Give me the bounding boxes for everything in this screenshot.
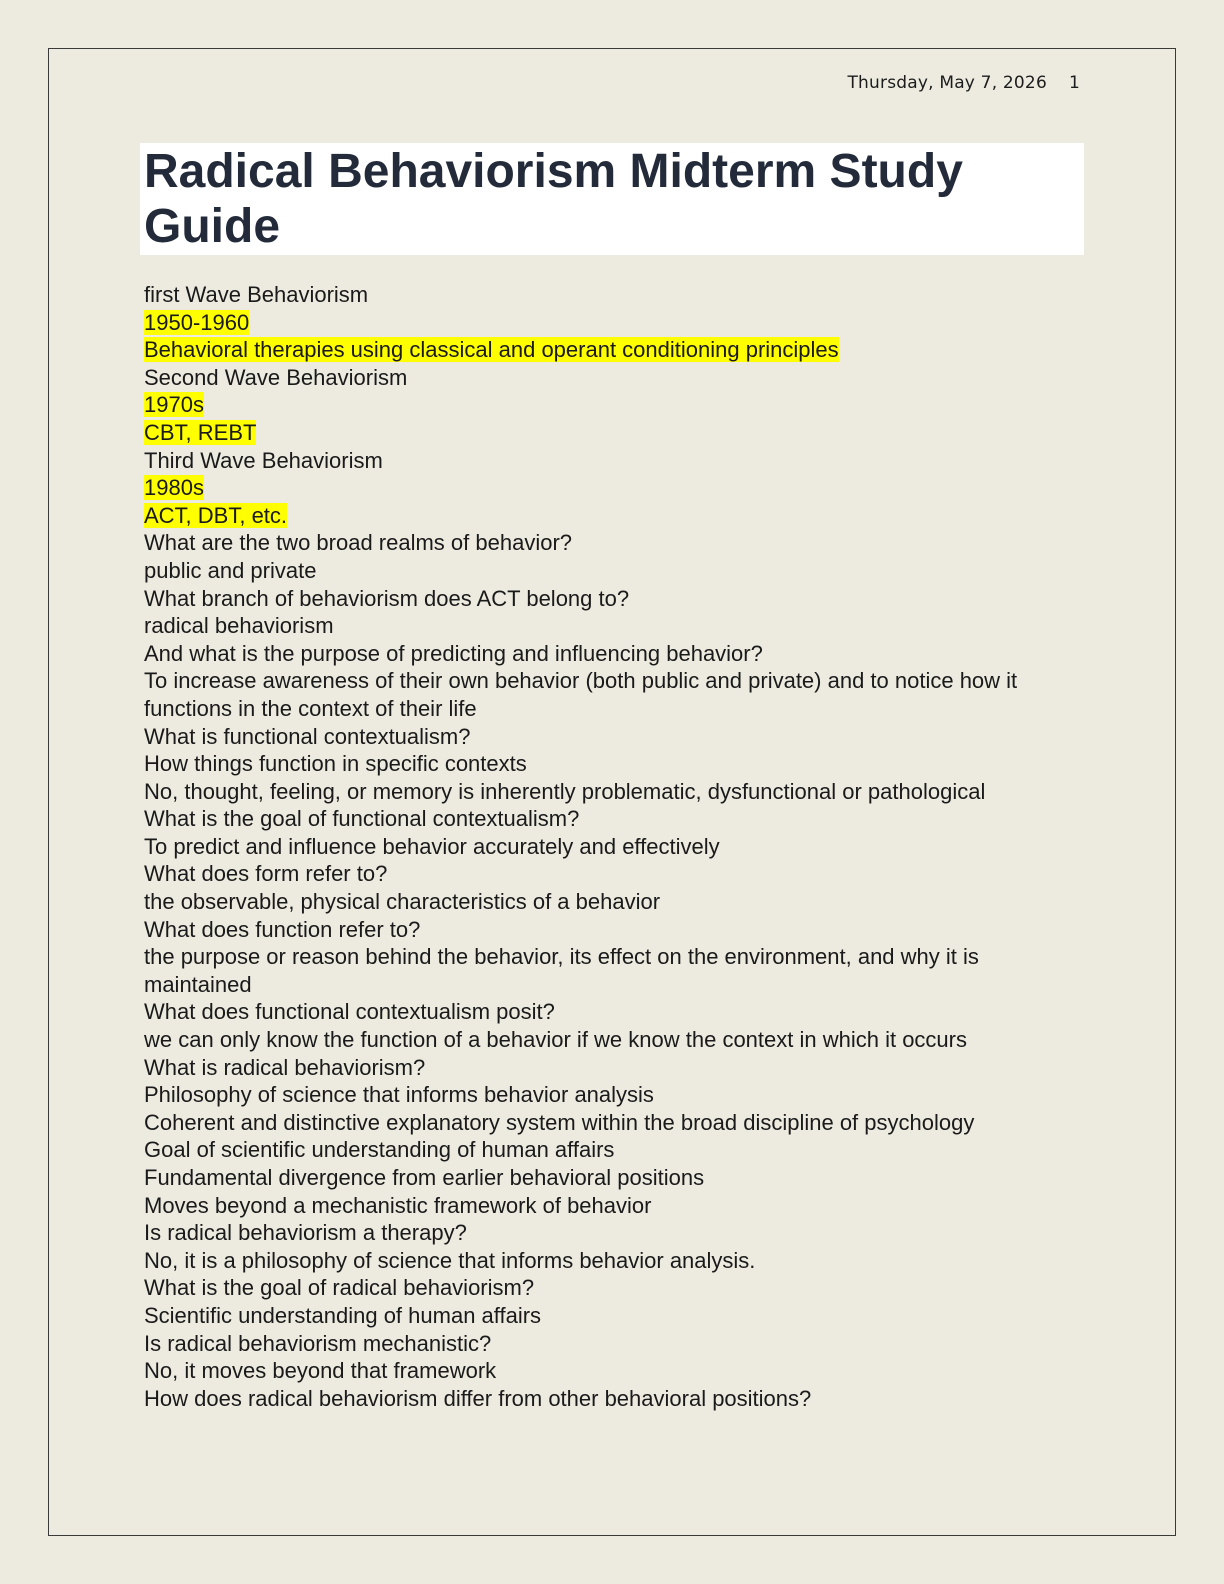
line-text: Philosophy of science that informs behavior analysis [144,1082,654,1108]
text-line [144,419,1074,447]
text-line [144,943,1074,998]
line-text: What does function refer to? [144,916,421,942]
text-line [144,833,1074,861]
line-text: Is radical behaviorism a therapy? [144,1220,467,1246]
text-line [144,391,1074,419]
text-line [144,309,1074,337]
text-line [144,281,1074,309]
text-line [144,1247,1074,1275]
text-line [144,1026,1074,1054]
text-line [144,860,1074,888]
line-text: What does form refer to? [144,861,388,887]
study-guide-body [144,281,1074,1412]
highlighted-text: Behavioral therapies using classical and operant conditioning principles [144,337,839,363]
highlighted-text: 1980s [144,475,204,501]
highlighted-text: ACT, DBT, etc. [144,502,288,528]
highlighted-text: CBT, REBT [144,419,257,445]
line-text: Scientific understanding of human affairs [144,1302,542,1328]
text-line [144,364,1074,392]
text-line [144,474,1074,502]
text-line [144,1081,1074,1109]
line-text: first Wave Behaviorism [144,282,369,307]
line-text: What are the two broad realms of behavior? [144,530,573,556]
line-text: What branch of behaviorism does ACT belong to? [144,585,630,611]
text-line [144,1054,1074,1082]
text-line [144,778,1074,806]
page-header [847,73,1080,93]
line-text: What does functional contextualism posit? [144,999,555,1025]
line-text: How does radical behaviorism differ from other behavioral positions? [144,1385,812,1411]
text-line [144,640,1074,668]
text-line [144,667,1074,722]
text-line [144,612,1074,640]
line-text: What is the goal of radical behaviorism? [144,1275,535,1301]
text-line [144,557,1074,585]
line-text: Goal of scientific understanding of human affairs [144,1137,615,1163]
text-line [144,1164,1074,1192]
text-line [144,916,1074,944]
text-line [144,805,1074,833]
text-line [144,336,1074,364]
line-text: Coherent and distinctive explanatory system within the broad discipline of psychology [144,1109,975,1135]
text-line [144,888,1074,916]
line-text: Moves beyond a mechanistic framework of behavior [144,1192,652,1218]
text-line [144,529,1074,557]
text-line [144,502,1074,530]
line-text: public and private [144,557,317,583]
highlighted-text: 1950-1960 [144,309,250,335]
document-title: Radical Behaviorism Midterm Study Guide [144,145,963,253]
text-line [144,1330,1074,1358]
text-line [144,1302,1074,1330]
line-text: we can only know the function of a behavior if we know the context in which it occurs [144,1027,967,1053]
text-line [144,998,1074,1026]
text-line [144,1192,1074,1220]
text-line [144,1136,1074,1164]
line-text: Fundamental divergence from earlier behavioral positions [144,1165,705,1190]
highlighted-text: 1970s [144,392,204,418]
line-text: To increase awareness of their own behavior (both public and private) and to notice how it functions in the context of their life [144,668,1018,721]
text-line [144,585,1074,613]
text-line [144,1219,1074,1247]
line-text: the purpose or reason behind the behavior, its effect on the environment, and why it is maintained [144,944,979,997]
line-text: Second Wave Behaviorism [144,364,408,390]
line-text: the observable, physical characteristics of a behavior [144,889,661,915]
line-text: No, it moves beyond that framework [144,1358,497,1384]
header-page-number: 1 [1068,73,1080,93]
line-text: No, it is a philosophy of science that informs behavior analysis. [144,1247,756,1273]
text-line [144,723,1074,751]
line-text: No, thought, feeling, or memory is inherently problematic, dysfunctional or pathological [144,778,986,804]
text-line [144,750,1074,778]
text-line [144,1109,1074,1137]
text-line [144,1274,1074,1302]
line-text: Third Wave Behaviorism [144,447,383,473]
header-date: Thursday, May 7, 2026 [847,73,1047,93]
line-text: And what is the purpose of predicting and influencing behavior? [144,640,763,666]
line-text: What is functional contextualism? [144,723,471,749]
text-line [144,447,1074,475]
line-text: How things function in specific contexts [144,751,527,777]
line-text: What is the goal of functional contextualism? [144,806,580,832]
line-text: To predict and influence behavior accurately and effectively [144,833,720,859]
line-text: radical behaviorism [144,613,334,639]
text-line [144,1385,1074,1413]
line-text: Is radical behaviorism mechanistic? [144,1330,492,1356]
text-line [144,1357,1074,1385]
line-text: What is radical behaviorism? [144,1054,426,1080]
